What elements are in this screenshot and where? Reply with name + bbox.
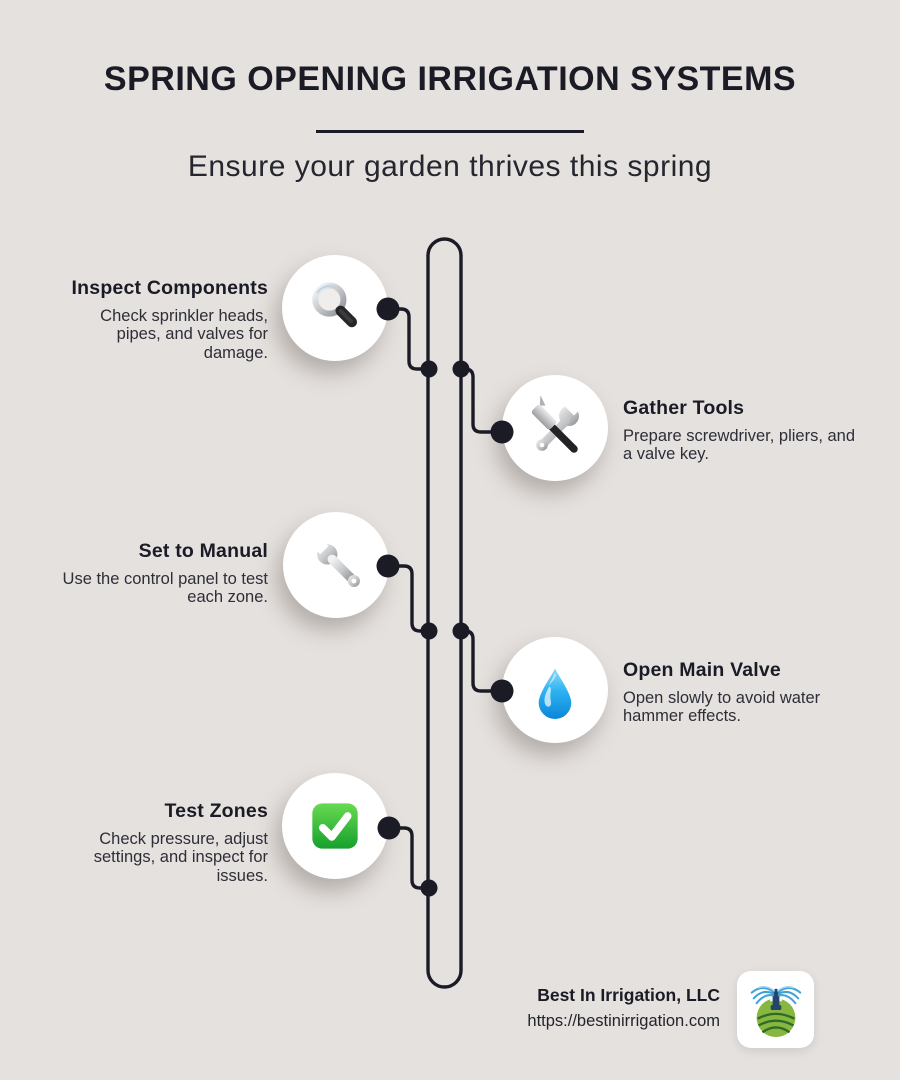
step-icon-circle	[282, 773, 388, 879]
footer-website-url: https://bestinirrigation.com	[527, 1012, 720, 1030]
check-mark-icon	[306, 797, 364, 855]
step-icon-circle	[502, 375, 608, 481]
step-title: Test Zones	[164, 800, 268, 822]
timeline-capsule	[428, 239, 461, 987]
timeline-rail-dot	[421, 361, 438, 378]
step-description: Check pressure, adjust settings, and inspect for issues.	[93, 830, 268, 885]
magnifier-icon	[305, 278, 365, 338]
step-icon-circle	[502, 637, 608, 743]
hammer-wrench-icon	[523, 396, 587, 460]
timeline-rail-dot	[421, 623, 438, 640]
step-description: Check sprinkler heads, pipes, and valves for damage.	[100, 307, 268, 362]
timeline-rail-dot	[421, 880, 438, 897]
timeline-rail-dot	[453, 361, 470, 378]
connector-line	[461, 631, 501, 691]
page-title: SPRING OPENING IRRIGATION SYSTEMS	[103, 60, 797, 98]
step-title: Inspect Components	[71, 277, 268, 299]
connector-line	[388, 309, 429, 369]
footer-company-name: Best In Irrigation, LLC	[537, 985, 720, 1005]
connector-line	[461, 369, 501, 432]
page-subtitle: Ensure your garden thrives this spring	[187, 150, 713, 183]
step-description: Use the control panel to test each zone.	[62, 570, 268, 607]
title-divider	[316, 130, 584, 133]
droplet-icon	[526, 661, 584, 719]
step-description: Open slowly to avoid water hammer effects.	[623, 689, 821, 726]
wrench-icon	[305, 534, 367, 596]
step-gather-tools	[623, 397, 863, 464]
step-icon-circle	[283, 512, 389, 618]
company-logo-card	[737, 971, 814, 1048]
step-title: Gather Tools	[623, 397, 745, 419]
step-set-to-manual	[58, 540, 268, 607]
connector-line	[389, 828, 429, 888]
step-open-main-valve	[623, 659, 863, 726]
best-in-irrigation-logo	[745, 979, 807, 1041]
step-icon-circle	[282, 255, 388, 361]
footer	[420, 985, 720, 1031]
step-title: Open Main Valve	[623, 659, 781, 681]
step-inspect-components	[58, 277, 268, 362]
timeline-rail-dot	[453, 623, 470, 640]
step-description: Prepare screwdriver, pliers, and a valve key.	[623, 427, 856, 464]
connector-line	[388, 566, 429, 631]
step-title: Set to Manual	[138, 540, 268, 562]
step-test-zones	[58, 800, 268, 885]
